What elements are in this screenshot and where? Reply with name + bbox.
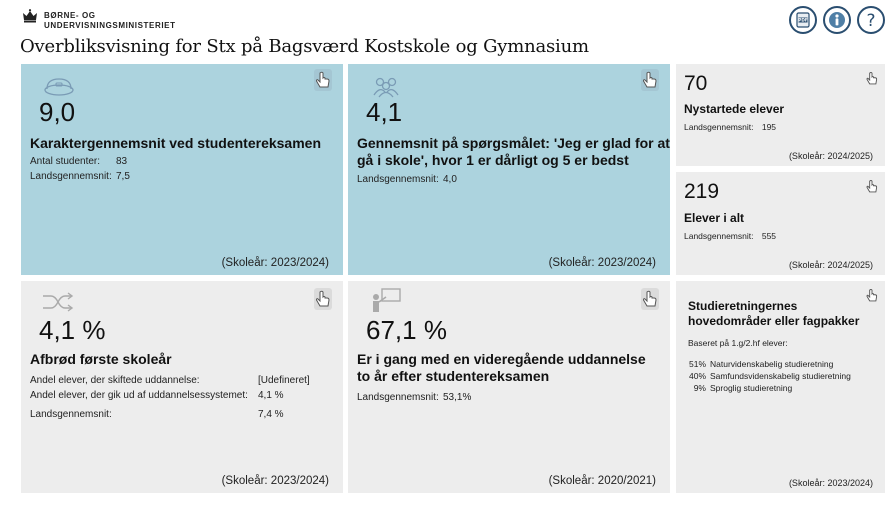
study-line-label: Naturvidenskabelig studieretning: [710, 359, 834, 369]
dropout-national-value: 7,4 %: [258, 409, 284, 420]
svg-text:?: ?: [866, 11, 876, 29]
pointer-hand-icon[interactable]: [865, 70, 879, 87]
new-students-heading: Nystartede elever: [684, 102, 785, 116]
dropout-footer: (Skoleår: 2023/2024): [221, 475, 329, 487]
total-students-footer: (Skoleår: 2024/2025): [788, 260, 873, 270]
student-cap-icon: [43, 76, 75, 98]
pointer-hand-icon[interactable]: [865, 287, 879, 304]
tile-further-education[interactable]: [348, 281, 670, 493]
logo-line-1: BØRNE- OG: [44, 11, 96, 20]
study-lines-subtitle: Baseret på 1.g/2.hf elever:: [688, 338, 788, 348]
crown-icon: [22, 9, 38, 23]
help-icon: [862, 11, 880, 29]
study-line-pct: 9%: [693, 383, 706, 393]
pdf-icon: [795, 12, 811, 28]
grade-students-label: Antal studenter:: [30, 156, 101, 167]
page-header: [0, 0, 889, 62]
study-lines-footer: (Skoleår: 2023/2024): [788, 478, 873, 488]
dropout-national-label: Landsgennemsnit:: [30, 409, 112, 420]
study-line-label: Samfundsvidenskabelig studieretning: [710, 371, 851, 381]
grade-value: 9,0: [39, 97, 76, 127]
pointer-hand-icon[interactable]: [641, 288, 659, 310]
further-education-footer: (Skoleår: 2020/2021): [548, 475, 656, 487]
wellbeing-national-value: 4,0: [443, 174, 457, 185]
study-line-item: [688, 359, 833, 369]
grade-national-value: 7,5: [116, 171, 130, 182]
grade-students-value: 83: [116, 156, 128, 167]
new-students-national-value: 195: [761, 122, 777, 132]
wellbeing-value: 4,1: [366, 97, 403, 127]
pdf-button[interactable]: [789, 6, 817, 34]
new-students-footer: (Skoleår: 2024/2025): [788, 151, 873, 161]
study-line-item: [688, 371, 851, 381]
teacher-board-icon: [370, 287, 402, 313]
dropout-switched-label: Andel elever, der skiftede uddannelse:: [30, 375, 200, 386]
grade-heading: Karaktergennemsnit ved studentereksamen: [30, 135, 321, 151]
info-button[interactable]: [823, 6, 851, 34]
total-students-heading: Elever i alt: [684, 211, 745, 225]
further-education-national-label: Landsgennemsnit:: [357, 392, 439, 403]
study-line-label: Sproglig studieretning: [710, 383, 793, 393]
new-students-national-label: Landsgennemsnit:: [684, 122, 754, 132]
pointer-hand-icon[interactable]: [314, 69, 332, 91]
dropout-left-value: 4,1 %: [258, 390, 284, 401]
shuffle-arrows-icon: [41, 291, 75, 313]
logo-line-2: UNDERVISNINGSMINISTERIET: [44, 21, 176, 30]
tile-study-lines[interactable]: [676, 281, 885, 493]
dropout-switched-value: [Udefineret]: [258, 375, 310, 386]
page-title: Overbliksvisning for Stx på Bagsværd Kostskole og Gymnasium: [20, 36, 589, 57]
help-button[interactable]: [857, 6, 885, 34]
new-students-value: 70: [684, 72, 708, 95]
info-icon: [828, 11, 846, 29]
dropout-heading: Afbrød første skoleår: [30, 351, 172, 367]
total-students-national-label: Landsgennemsnit:: [684, 231, 754, 241]
dropout-left-label: Andel elever, der gik ud af uddannelsessystemet:: [30, 390, 248, 401]
pointer-hand-icon[interactable]: [641, 69, 659, 91]
further-education-heading-line-2: to år efter studentereksamen: [357, 368, 550, 384]
wellbeing-heading-line-1: Gennemsnit på spørgsmålet: 'Jeg er glad for at: [357, 135, 670, 151]
further-education-heading-line-1: Er i gang med en videregående uddannelse: [357, 351, 646, 367]
wellbeing-national-label: Landsgennemsnit:: [357, 174, 439, 185]
further-education-national-value: 53,1%: [443, 392, 472, 403]
total-students-national-value: 555: [761, 231, 777, 241]
svg-text:PDF: PDF: [798, 17, 808, 23]
wellbeing-heading-line-2: gå i skole', hvor 1 er dårligt og 5 er bedst: [357, 152, 629, 168]
ministry-logo: [22, 9, 176, 31]
tile-new-students[interactable]: [676, 64, 885, 166]
total-students-value: 219: [684, 180, 720, 203]
pointer-hand-icon[interactable]: [314, 288, 332, 310]
further-education-value: 67,1 %: [366, 315, 447, 345]
study-lines-heading-line-1: Studieretningernes: [688, 299, 798, 313]
dropout-value: 4,1 %: [39, 315, 106, 345]
grade-national-label: Landsgennemsnit:: [30, 171, 112, 182]
study-line-item: [688, 383, 792, 393]
tile-dropout[interactable]: [21, 281, 343, 493]
tile-grade-average[interactable]: [21, 64, 343, 275]
wellbeing-footer: (Skoleår: 2023/2024): [548, 257, 656, 269]
tile-wellbeing[interactable]: [348, 64, 670, 275]
pointer-hand-icon[interactable]: [865, 178, 879, 195]
group-people-icon: [372, 76, 400, 98]
tile-total-students[interactable]: [676, 172, 885, 275]
study-lines-heading-line-2: hovedområder eller fagpakker: [688, 314, 860, 328]
study-line-pct: 40%: [688, 371, 706, 381]
study-line-pct: 51%: [688, 359, 706, 369]
grade-footer: (Skoleår: 2023/2024): [221, 257, 329, 269]
